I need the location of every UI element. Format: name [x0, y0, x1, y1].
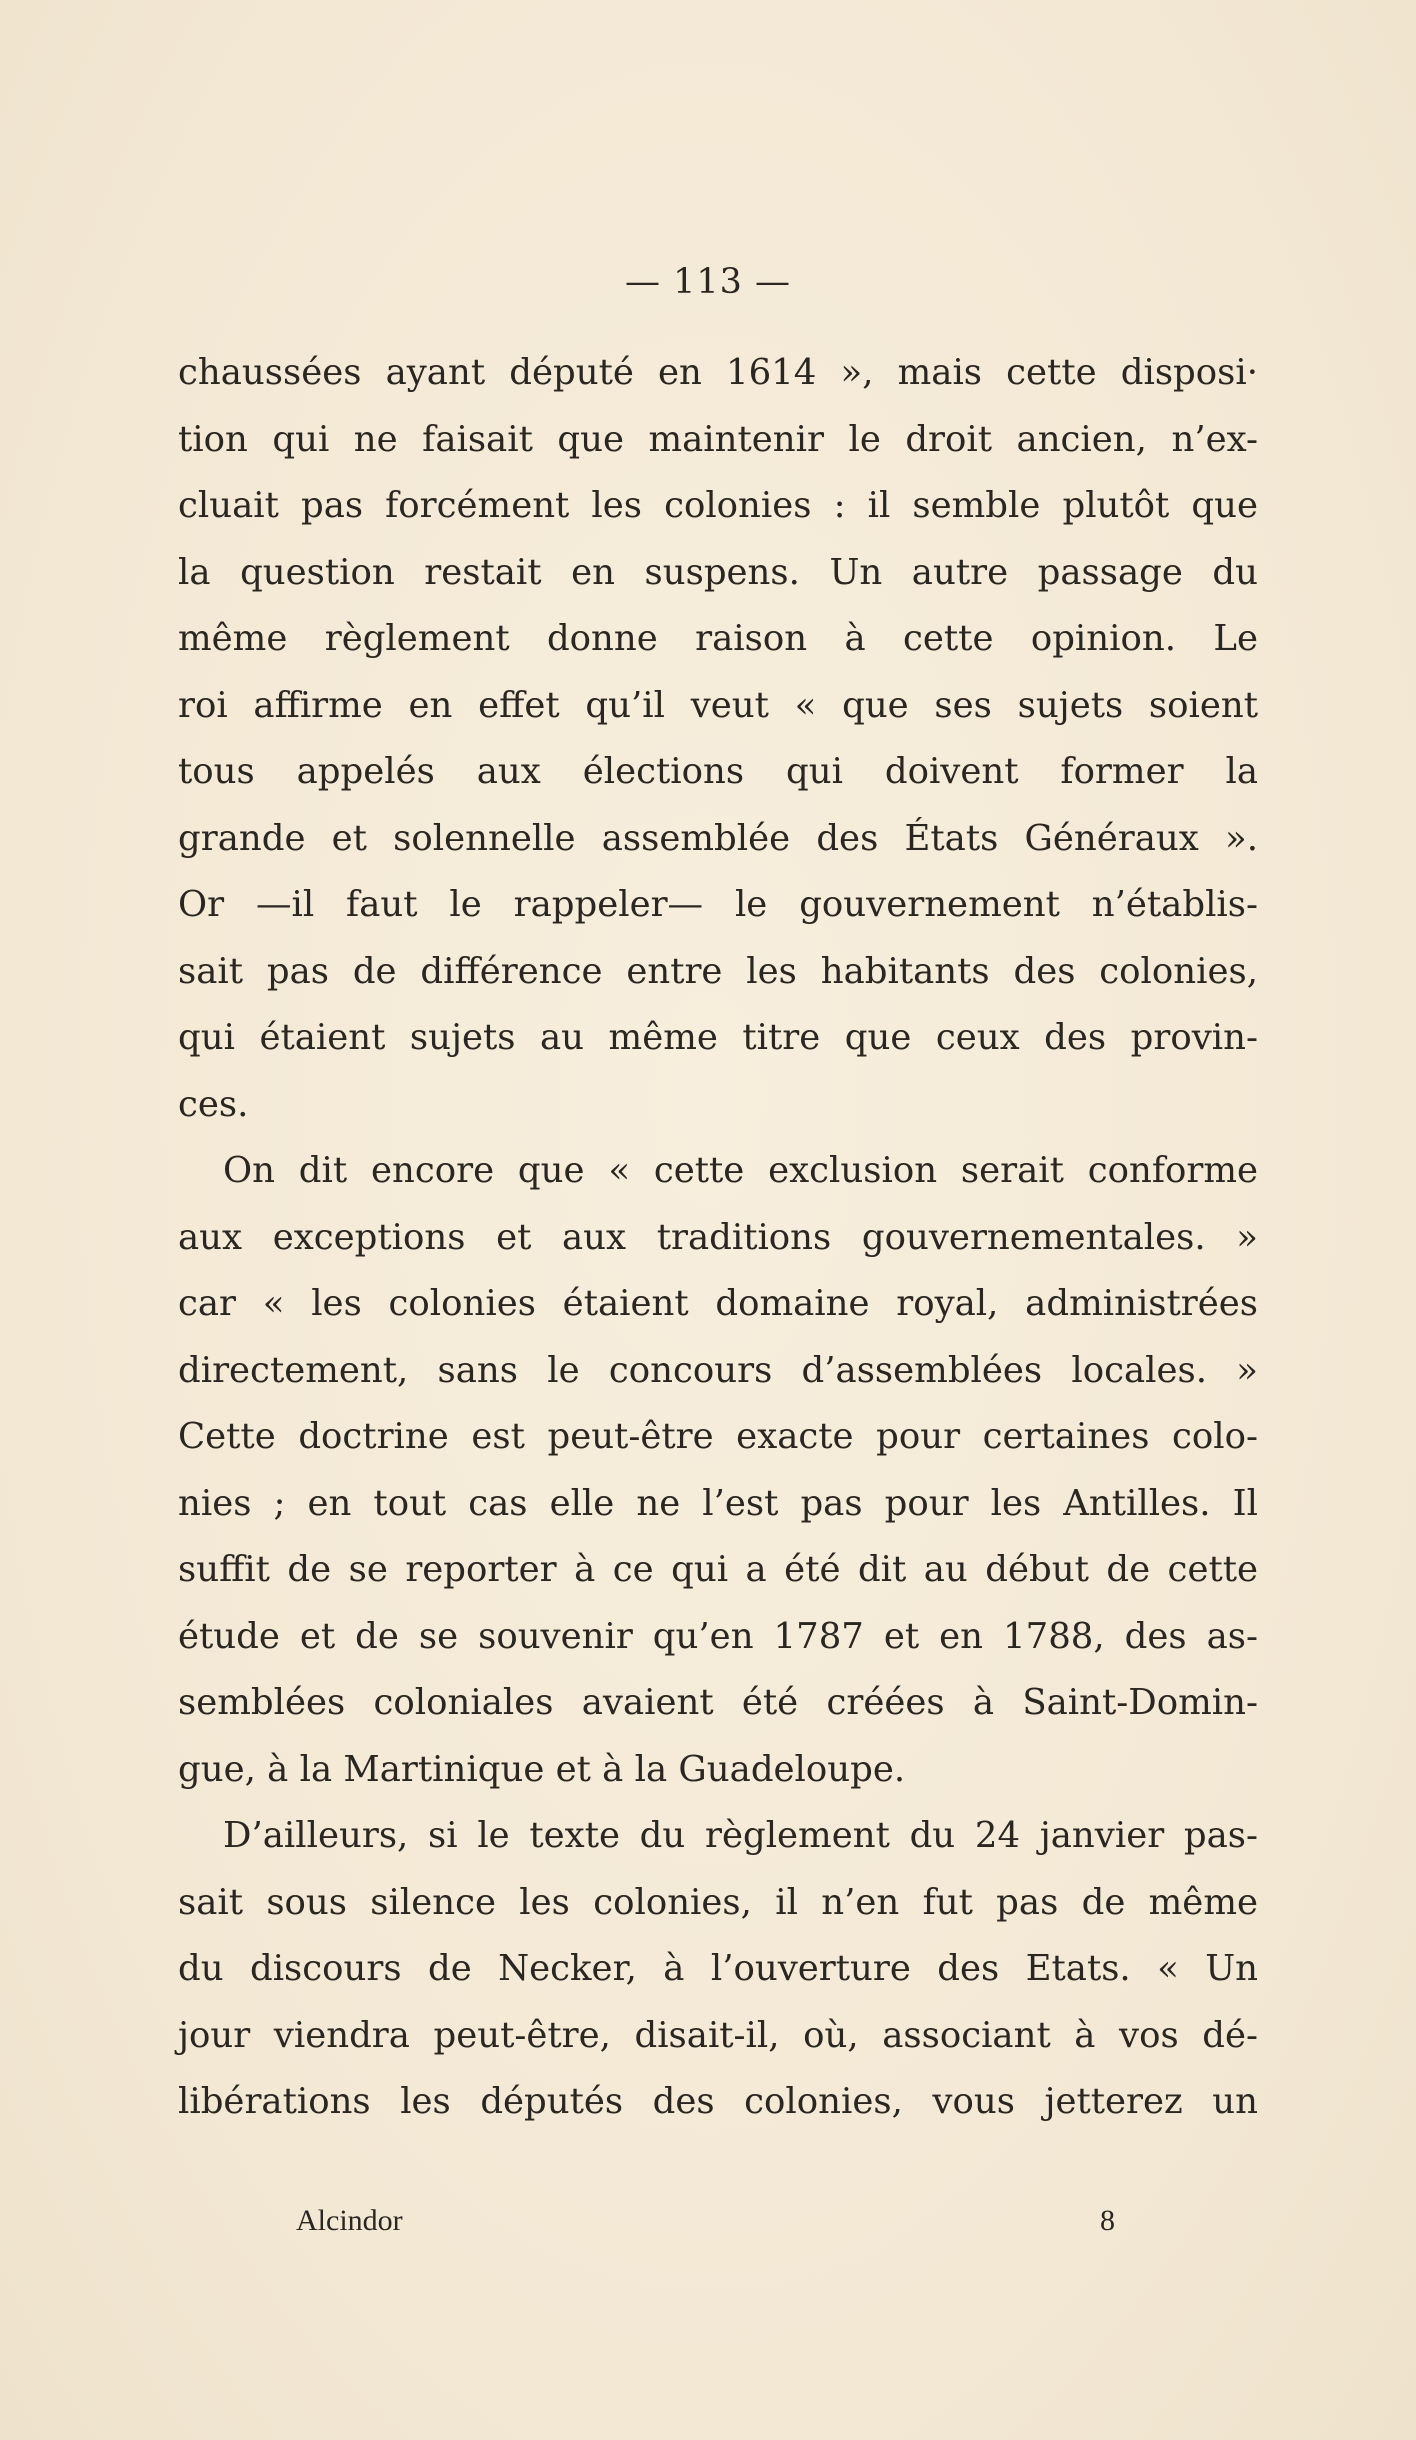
text-line: sait sous silence les colonies, il n’en fut pas de même [178, 1881, 1258, 1923]
text-line: Cette doctrine est peut-être exacte pour certaines colo- [178, 1416, 1258, 1457]
text-line: qui étaient sujets au même titre que ceux des provin- [178, 1017, 1258, 1058]
text-line: même règlement donne raison à cette opinion. Le [178, 618, 1258, 659]
footer-sheet-number: 8 [1100, 2204, 1115, 2237]
text-line: tion qui ne faisait que maintenir le droit ancien, n’ex- [178, 418, 1258, 460]
text-line: la question restait en suspens. Un autre passage du [178, 551, 1258, 593]
text-line: On dit encore que « cette exclusion serait conforme [223, 1150, 1258, 1191]
text-line: aux exceptions et aux traditions gouvernementales. » [178, 1216, 1258, 1258]
text-line: ces. [178, 1083, 249, 1125]
text-line: grande et solennelle assemblée des États Généraux ». [178, 817, 1258, 859]
text-line: étude et de se souvenir qu’en 1787 et en 1788, des as- [178, 1615, 1258, 1657]
text-line: nies ; en tout cas elle ne l’est pas pour les Antilles. Il [178, 1482, 1258, 1524]
text-line: sait pas de différence entre les habitants des colonies, [178, 950, 1258, 992]
footer-signature: Alcindor [296, 2204, 403, 2237]
body-text [178, 340, 1258, 2136]
text-line: directement, sans le concours d’assemblées locales. » [178, 1349, 1258, 1391]
text-line: jour viendra peut-être, disait-il, où, associant à vos dé- [178, 2014, 1258, 2056]
text-line: suffit de se reporter à ce qui a été dit au début de cette [178, 1549, 1258, 1590]
text-line: libérations les députés des colonies, vous jetterez un [178, 2081, 1258, 2122]
text-line: roi affirme en effet qu’il veut « que ses sujets soient [178, 684, 1258, 726]
page-number: — 113 — [624, 262, 792, 302]
text-line: gue, à la Martinique et à la Guadeloupe. [178, 1748, 906, 1790]
text-line: cluait pas forcément les colonies : il semble plutôt que [178, 485, 1258, 526]
text-line: car « les colonies étaient domaine royal, administrées [178, 1283, 1258, 1324]
text-line: D’ailleurs, si le texte du règlement du 24 janvier pas- [223, 1815, 1258, 1856]
text-line: du discours de Necker, à l’ouverture des Etats. « Un [178, 1948, 1258, 1989]
text-line: Or —il faut le rappeler— le gouvernement n’établis- [178, 884, 1258, 925]
text-line: semblées coloniales avaient été créées à Saint-Domin- [178, 1682, 1258, 1723]
text-line: tous appelés aux élections qui doivent former la [178, 751, 1258, 792]
text-line: chaussées ayant député en 1614 », mais cette disposi· [178, 352, 1258, 393]
